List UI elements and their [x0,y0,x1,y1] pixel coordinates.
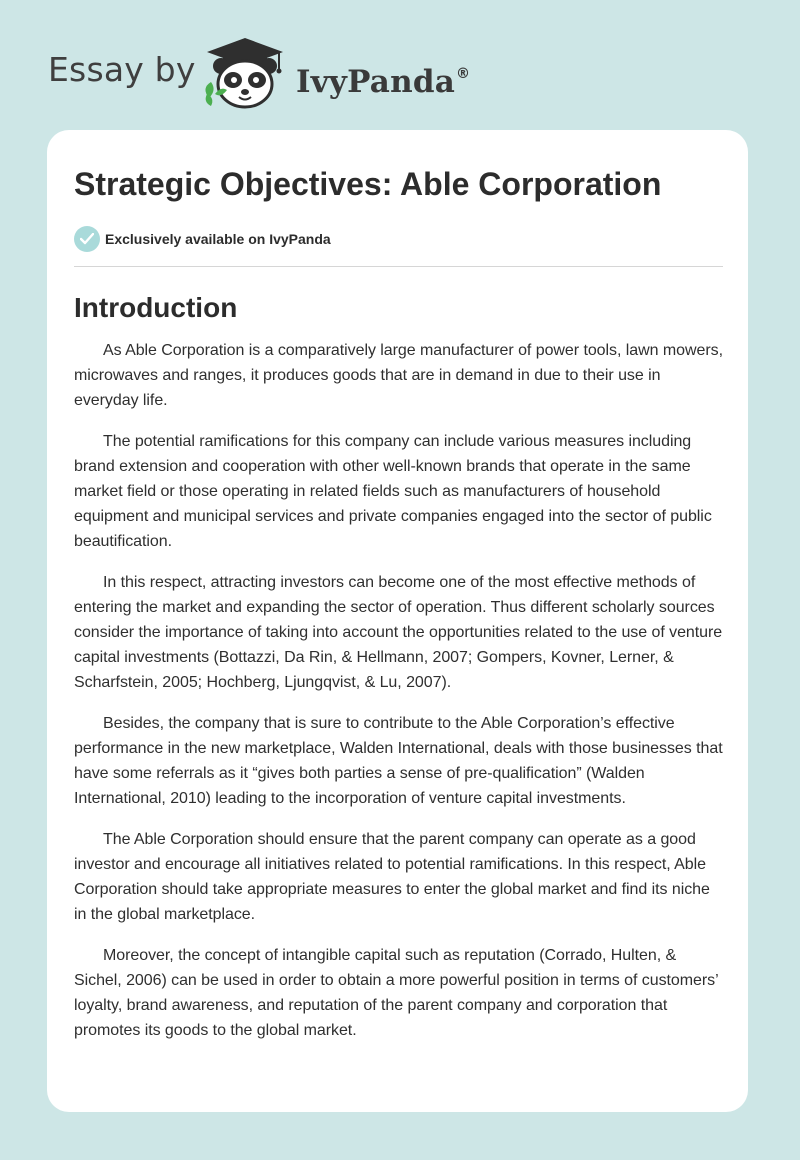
essay-by-label: Essay by [48,50,196,89]
ivypanda-brand[interactable] [296,54,470,102]
check-circle-icon [74,226,100,252]
section-heading-introduction: Introduction [74,292,238,323]
essay-body [74,338,724,1043]
exclusive-badge [74,226,721,252]
site-header [0,0,800,130]
title-divider [74,266,723,267]
page-title: Strategic Objectives: Able Corporation [74,166,662,202]
essay-card [47,130,748,1112]
paragraph: As Able Corporation is a comparatively large manufacturer of power tools, lawn mowers, microwaves and ranges, it produces goods that are in demand in due to their use in everyday life. [74,342,723,409]
paragraph: The potential ramifications for this company can include various measures including brand extension and cooperation with other well-known brands that operate in the same market field or those operating in related fields such as manufacturers of household equipment and municipal services and private companies engaged into the sector of public beautification. [74,433,712,550]
paragraph: The Able Corporation should ensure that the parent company can operate as a good investor and encourage all initiatives related to potential ramifications. In this respect, Able Corporation should take appropriate measures to enter the global market and find its niche in the global marketplace. [74,831,710,923]
registered-mark: ® [456,66,471,82]
paragraph: Besides, the company that is sure to contribute to the Able Corporation’s effective performance in the new marketplace, Walden International, deals with those businesses that have some referrals as it “gives both parties a sense of pre-qualification” (Walden International, 2010) leading to the incorporation of venture capital investments. [74,715,723,807]
brand-name: IvyPanda [296,64,455,100]
ivypanda-panda-logo-icon[interactable] [199,36,291,110]
exclusive-badge-label: Exclusively available on IvyPanda [105,231,331,247]
paragraph: In this respect, attracting investors can become one of the most effective methods of entering the market and expanding the sector of operation. Thus different scholarly sources consider the importance of taking into account the opportunities related to the use of venture capital investments (Bottazzi, Da Rin, & Hellmann, 2007; Gompers, Kovner, Lerner, & Scharfstein, 2005; Hochberg, Ljungqvist, & Lu, 2007). [74,574,723,691]
paragraph: Moreover, the concept of intangible capital such as reputation (Corrado, Hulten, & Sichel, 2006) can be used in order to obtain a more powerful position in terms of customers’ loyalty, brand awareness, and reputation of the parent company and corporation that promotes its goods to the global market. [74,947,719,1039]
